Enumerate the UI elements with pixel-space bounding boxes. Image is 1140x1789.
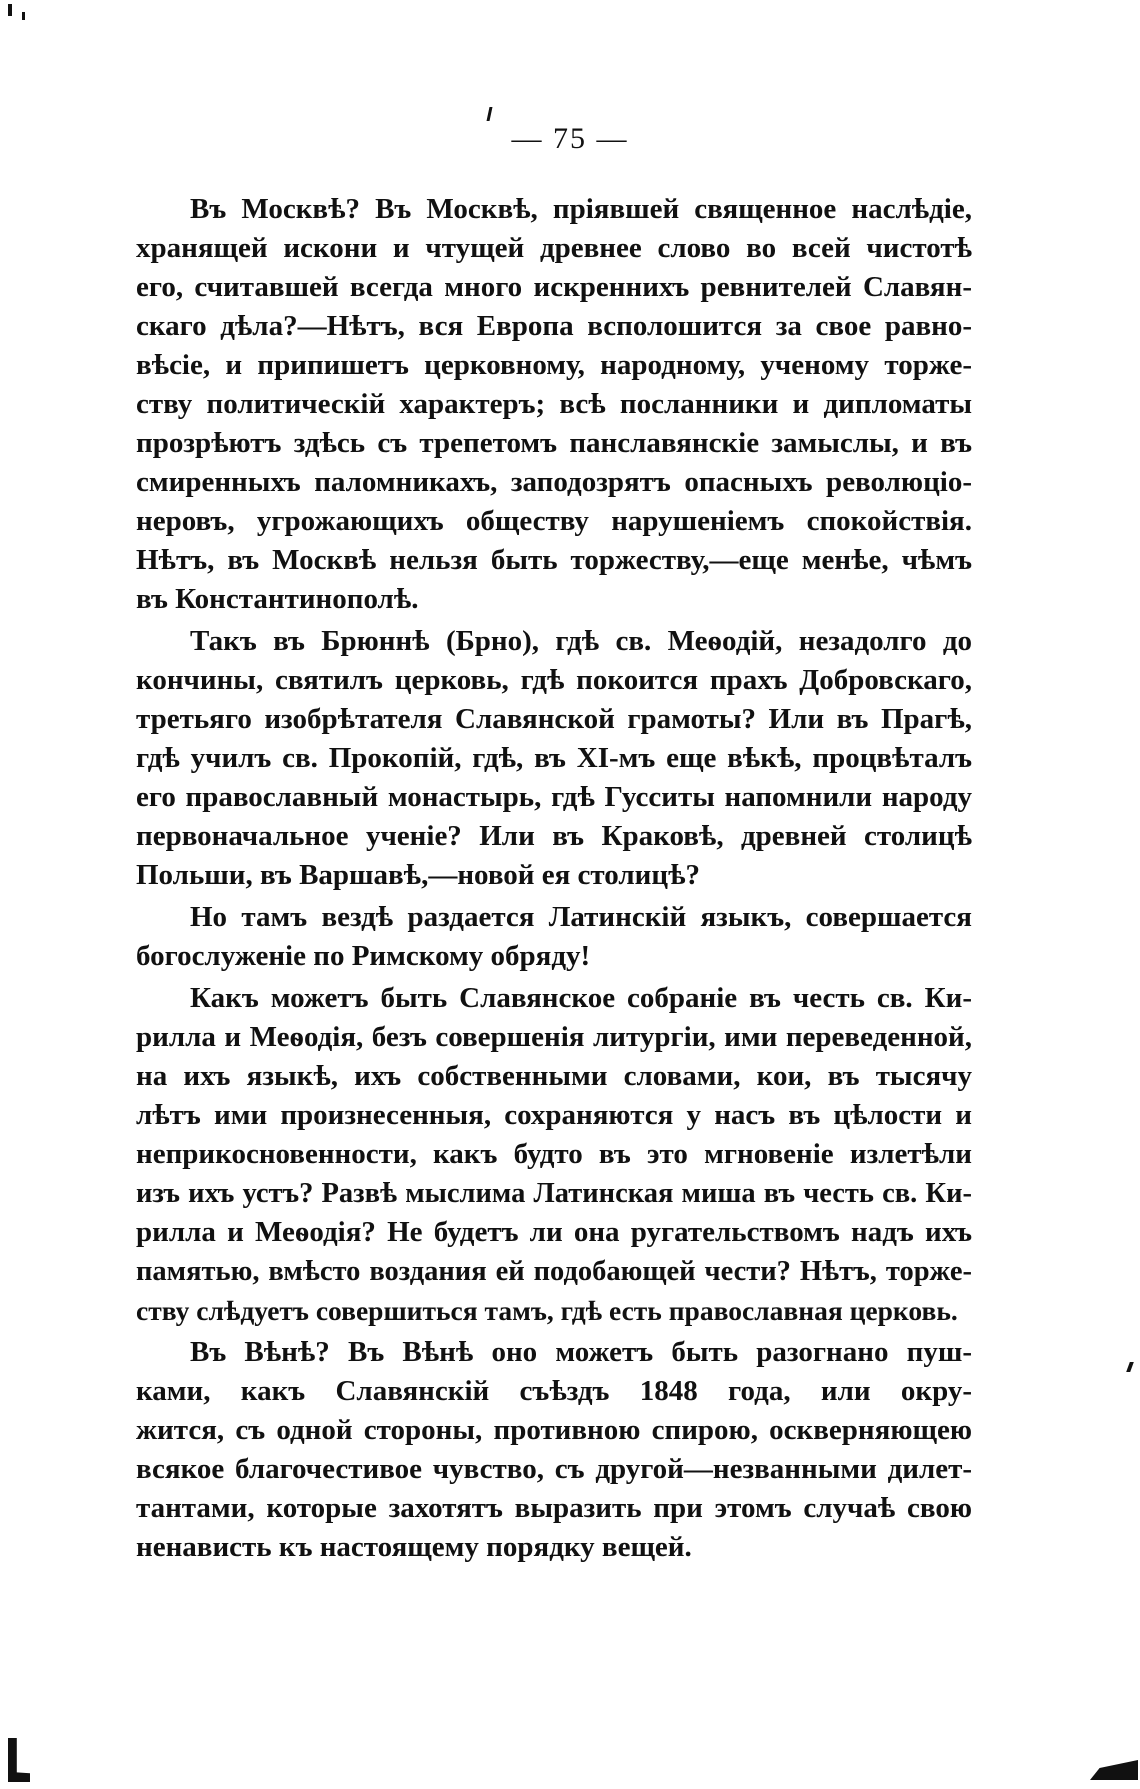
text-line: изъ ихъ устъ? Развѣ мыслима Латинская миша въ честь св. Ки- [136,1178,972,1209]
text-line: ненависть къ настоящему порядку вещей. [136,1531,692,1563]
body-text [136,190,972,1567]
text-line: ству политическій характеръ; всѣ посланники и дипломаты [136,388,972,420]
text-line: неровъ, угрожающихъ обществу нарушеніемъ спокойствія. [136,505,972,537]
text-line: ству слѣдуетъ совершиться тамъ, гдѣ есть православная церковь. [136,1295,958,1326]
text-line: на ихъ языкѣ, ихъ собственными словами, кои, въ тысячу [136,1060,972,1092]
text-line: памятью, вмѣсто воздания ей подобающей чести? Нѣтъ, торже- [136,1256,972,1287]
text-line: богослуженіе по Римскому обряду! [136,940,591,972]
scan-speck [487,107,493,121]
text-line: третьяго изобрѣтателя Славянской грамоты? Или въ Прагѣ, [136,703,972,735]
text-line: прозрѣютъ здѣсь съ трепетомъ панславянскіе замыслы, и въ [136,427,972,459]
text-line: гдѣ училъ св. Прокопій, гдѣ, въ XI-мъ еще вѣкѣ, процвѣталъ [136,742,972,774]
text-line: кончины, святилъ церковь, гдѣ покоится прахъ Добровскаго, [136,664,972,696]
paragraph [136,622,972,895]
text-line: рилла и Меѳодія? Не будетъ ли она ругательствомъ надъ ихъ [136,1216,972,1248]
text-line: неприкосновенности, какъ будто въ это мгновеніе излетѣли [136,1138,972,1170]
text-line: въ Константинополѣ. [136,583,419,615]
text-line: всякое благочестивое чувство, съ другой—незванными дилет- [136,1453,972,1485]
scan-corner-mark [8,1738,30,1782]
text-line: его, считавшей всегда много искреннихъ ревнителей Славян- [136,271,972,303]
paragraph [136,190,972,619]
text-line: тантами, которые захотятъ выразить при этомъ случаѣ свою [136,1492,972,1524]
paragraph [136,979,972,1330]
text-line: скаго дѣла?—Нѣтъ, вся Европа всполошится за свое равно- [136,310,972,342]
paragraph [136,898,972,976]
text-line: Такъ въ Брюннѣ (Брно), гдѣ св. Меѳодій, незадолго до [190,625,972,657]
text-line: ками, какъ Славянскій съѣздъ 1848 года, или окру- [136,1375,972,1407]
scan-speck [1126,1362,1134,1372]
text-line: Какъ можетъ быть Славянское собраніе въ честь св. Ки- [190,982,972,1014]
text-line: хранящей искони и чтущей древнее слово во всей чистотѣ [136,232,972,264]
text-line: первоначальное ученіе? Или въ Краковѣ, древней столицѣ [136,820,972,852]
scan-speck [22,12,25,20]
text-line: лѣтъ ими произнесенныя, сохраняются у насъ въ цѣлости и [136,1099,972,1131]
text-line: рилла и Меѳодія, безъ совершенія литургіи, ими переведенной, [136,1021,972,1053]
paragraph [136,1333,972,1567]
text-line: его православный монастырь, гдѣ Гусситы напомнили народу [136,781,972,813]
text-line: Польши, въ Варшавѣ,—новой ея столицѣ? [136,859,700,891]
text-line: смиренныхъ паломникахъ, заподозрятъ опасныхъ революціо- [136,466,972,498]
text-line: вѣсіе, и припишетъ церковному, народному, ученому торже- [136,349,972,381]
scan-speck [8,4,12,16]
text-line: Но тамъ вездѣ раздается Латинскій языкъ, совершается [190,901,972,933]
text-line: жится, съ одной стороны, противною спирою, оскверняющею [136,1414,972,1446]
text-line: Нѣтъ, въ Москвѣ нельзя быть торжеству,—еще менѣе, чѣмъ [136,544,972,576]
text-line: Въ Вѣнѣ? Въ Вѣнѣ оно можетъ быть разогнано пуш- [190,1336,972,1368]
page-number: — 75 — [511,122,629,155]
text-line: Въ Москвѣ? Въ Москвѣ, пріявшей священное наслѣдіе, [190,193,972,225]
scan-corner-mark [1090,1760,1138,1780]
